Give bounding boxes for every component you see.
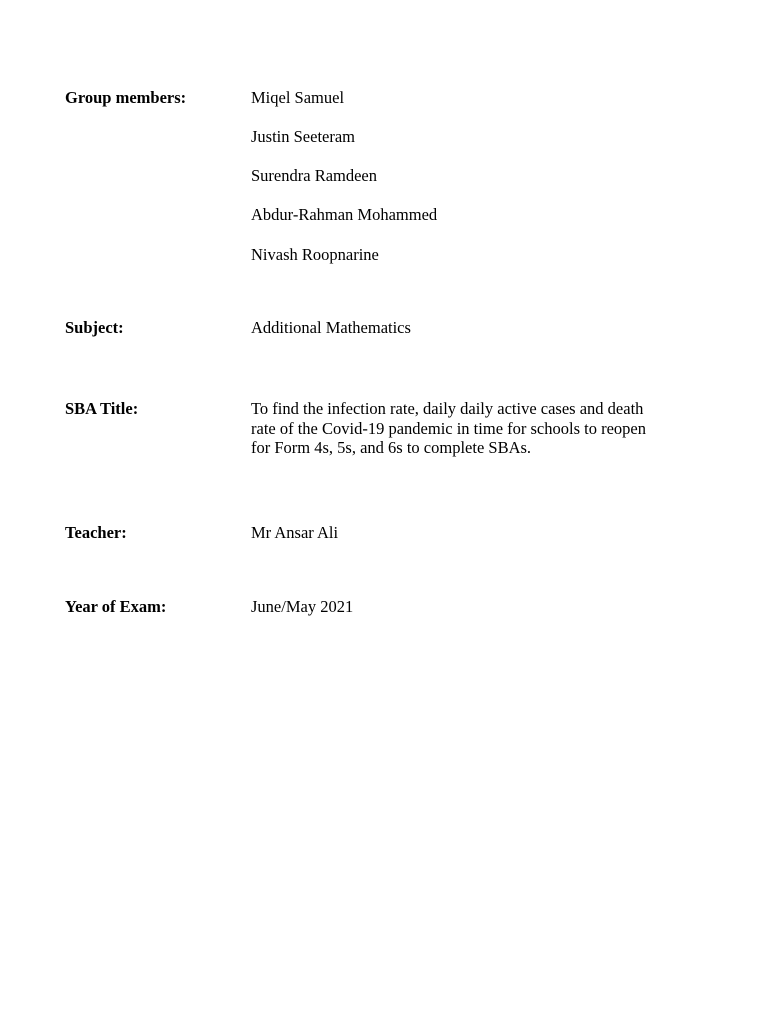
subject-label: Subject: [65, 318, 124, 337]
group-member: Miqel Samuel [251, 88, 345, 107]
teacher-label: Teacher: [65, 523, 127, 542]
group-member: Nivash Roopnarine [251, 245, 379, 264]
sba-title-label: SBA Title: [65, 399, 139, 418]
group-member: Surendra Ramdeen [251, 166, 377, 185]
group-member: Abdur-Rahman Mohammed [251, 205, 438, 224]
teacher-value: Mr Ansar Ali [251, 523, 339, 542]
group-member: Justin Seeteram [251, 127, 356, 146]
year-of-exam-value: June/May 2021 [251, 597, 354, 616]
year-of-exam-label: Year of Exam: [65, 597, 167, 616]
sba-title-value: To find the infection rate, daily daily active cases and death rate of the Covid-19 pandemic in time for schools to reopen for Form 4s, 5s, and 6s to complete SBAs. [251, 399, 646, 457]
subject-value: Additional Mathematics [251, 318, 411, 337]
group-members-label: Group members: [65, 88, 187, 107]
